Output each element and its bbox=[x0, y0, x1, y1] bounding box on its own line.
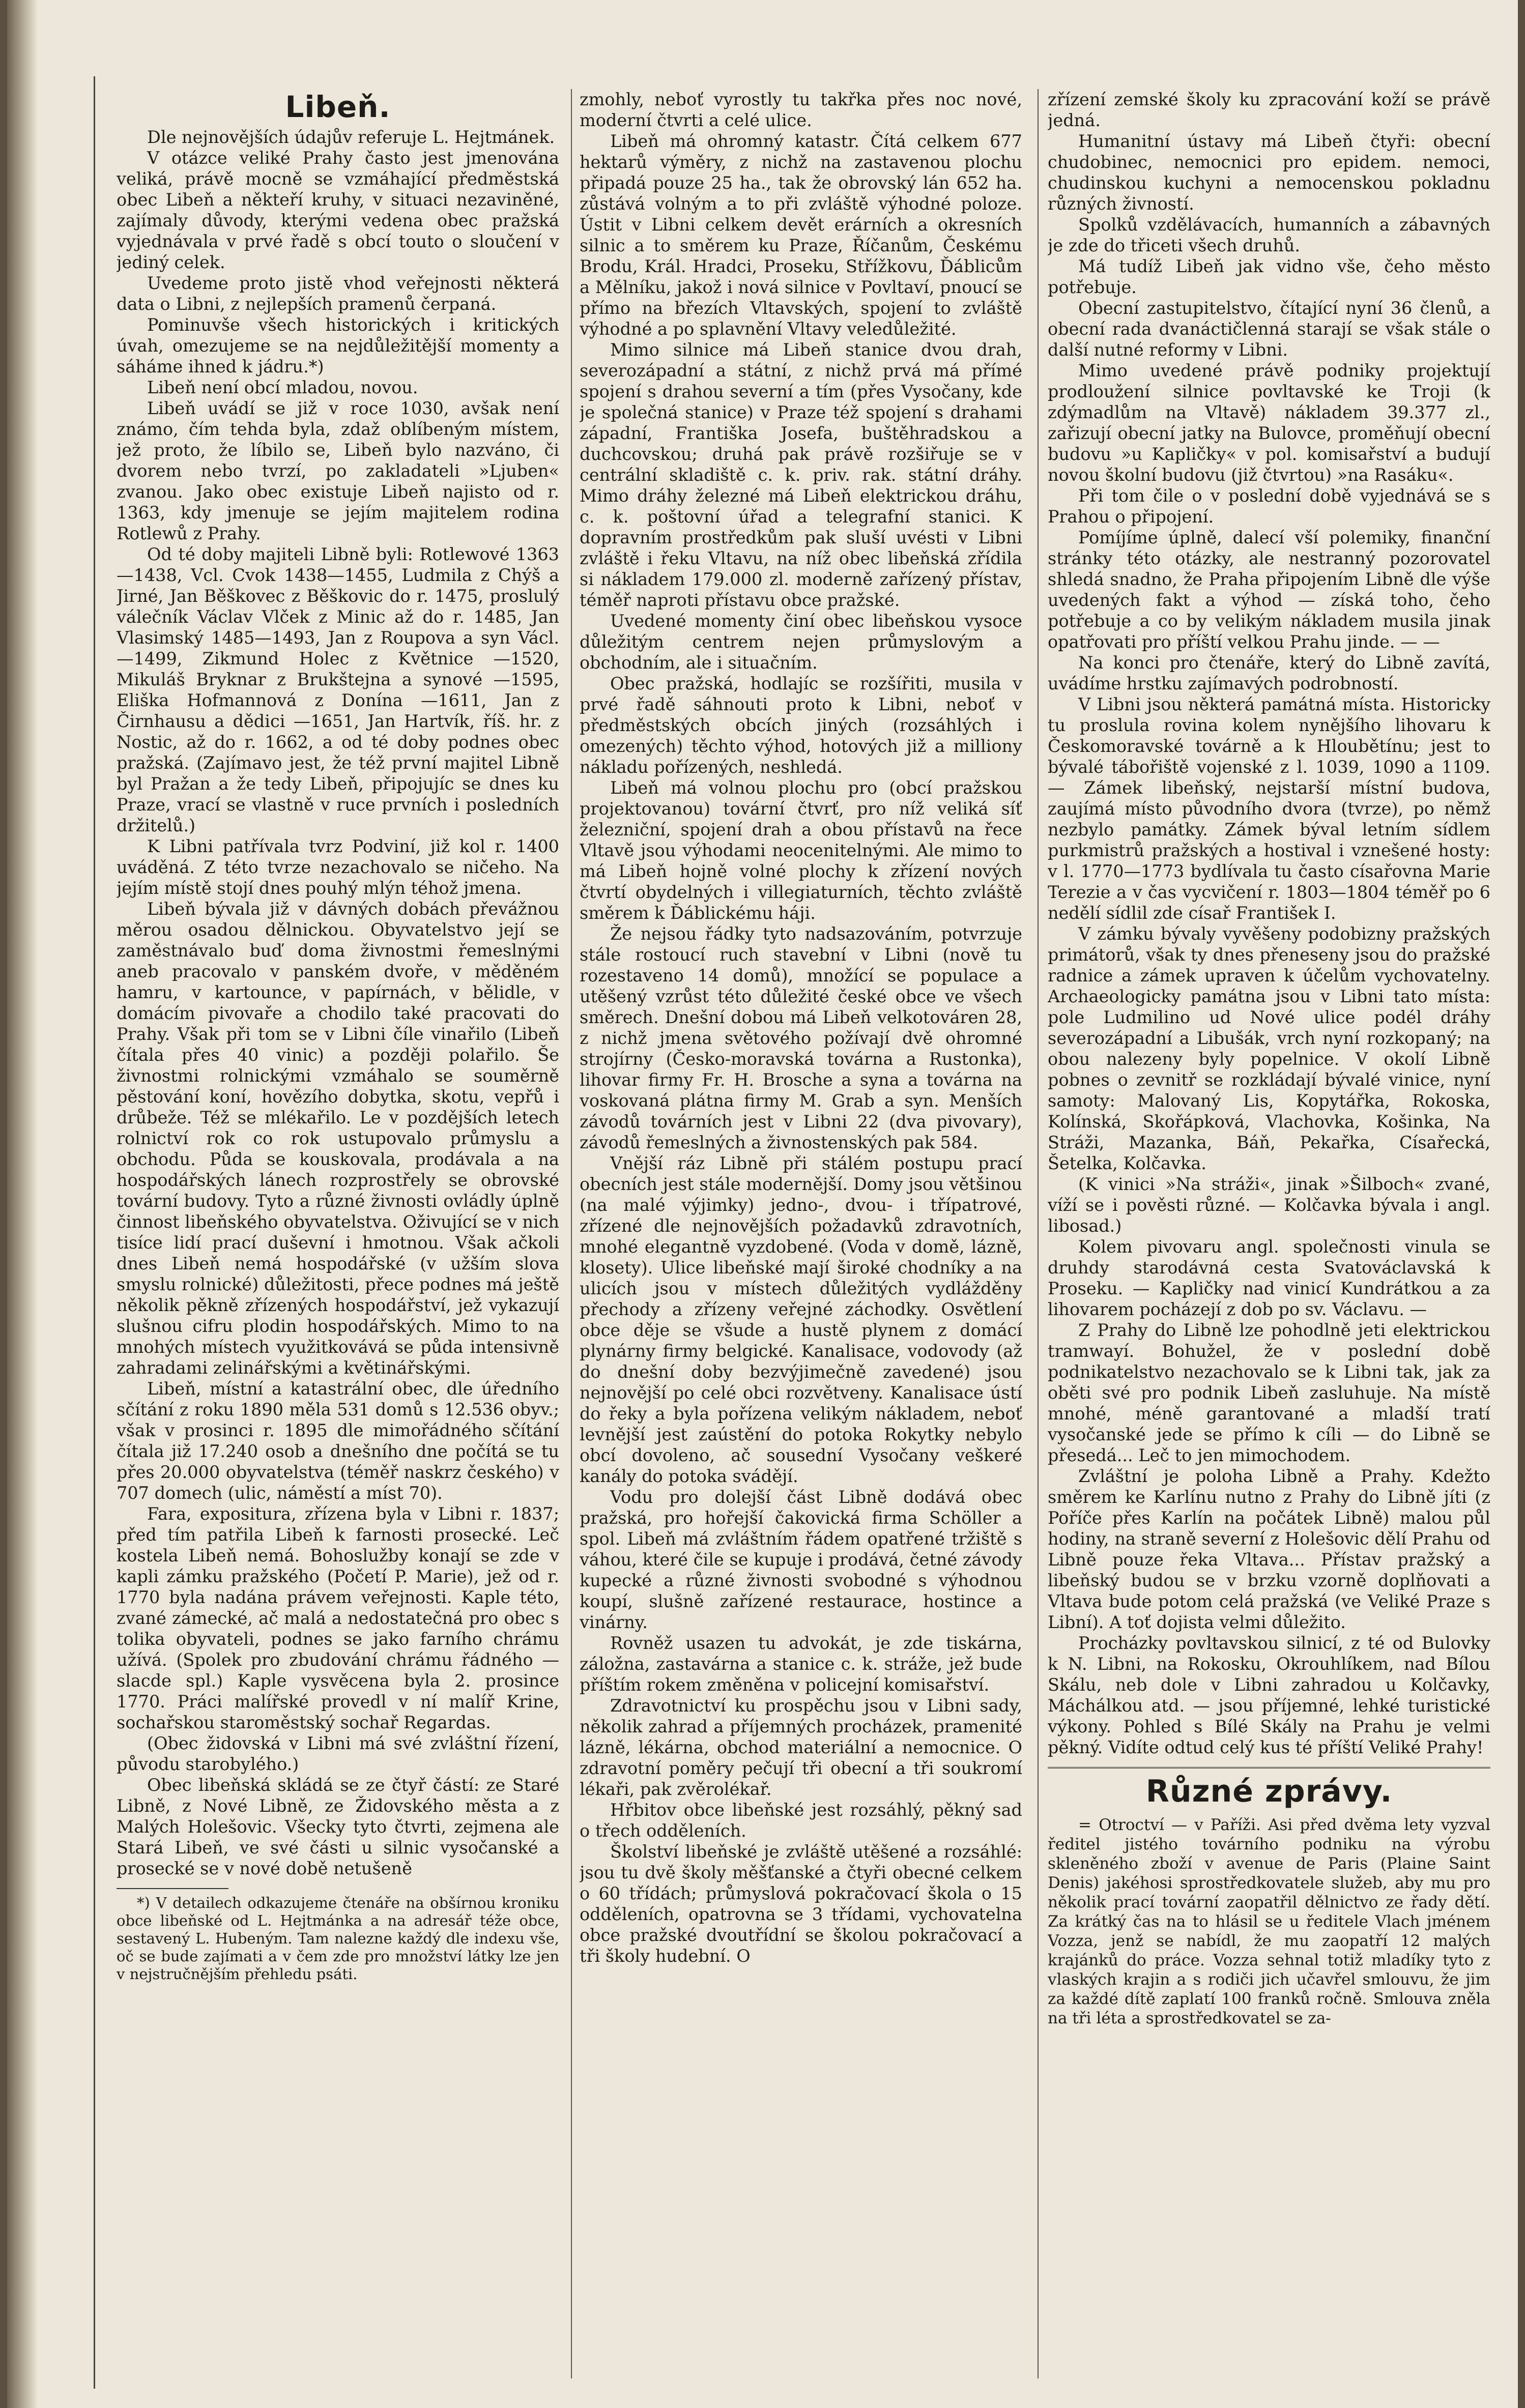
paragraph: Libeň uvádí se již v roce 1030, avšak není známo, čím tehda byla, zdaž oblíbeným místem, jež proto, že líbilo se, Libeň bylo nazváno, či dvorem nebo tvrzí, po zakladateli »Ljuben« zvanou. Jako obec existuje Libeň najisto od r. 1363, kdy jmenuje se jejím majitelem rodina Rotlewů z Prahy. bbox=[117, 398, 559, 543]
paragraph: Libeň, místní a katastrální obec, dle úředního sčítání z roku 1890 měla 531 domů s 12.536 obyv.; však v prosinci r. 1895 dle mimořádného sčítání čítala již 17.240 osob a dnešního dne počítá se tu přes 20.000 obyvatelstva (téměř naskrz českého) v 707 domech (ulic, náměstí a míst 70). bbox=[117, 1379, 559, 1503]
paragraph: V otázce veliké Prahy často jest jmenována veliká, právě mocně se vzmáhající předměstská obec Libeň a někteří kruhy, v situaci nezaviněné, zajímaly důvody, kterými vedena obec pražská vyjednávala v prvé řadě s obcí touto o sloučení v jediný celek. bbox=[117, 148, 559, 272]
paragraph: Libeň má ohromný katastr. Čítá celkem 677 hektarů výměry, z nichž na zastavenou plochu připadá pouze 25 ha., tak že obrovský lán 652 ha. zůstává volným a to při zvláště výhodné poloze. Ústit v Libni celkem devět erárních a okresních silnic a to směrem ku Praze, Říčanům, Českému Brodu, Král. Hradci, Proseku, Střížkovu, Ďáblicům a Mělníku, jakož i nová silnice v Povltaví, pnoucí se přímo na březích Vltavských, spojení to zvláště výhodné a po splavnění Vltavy veledůležité. bbox=[580, 131, 1022, 339]
paragraph: Mimo uvedené právě podniky projektují prodloužení silnice povltavské ke Troji (k zdýmadlům na Vltavě) nákladem 39.377 zl., zařizují obecní jatky na Bulovce, proměňují obecní budovu »u Kapličky« v pol. komisařství a budují novou školní budovu (již čtvrtou) »na Rasáku«. bbox=[1048, 361, 1490, 485]
paragraph: Školství libeňské je zvláště utěšené a rozsáhlé: jsou tu dvě školy měšťanské a čtyři obecné celkem o 60 třídách; průmyslová pokračovací škola o 15 odděleních, opatrovna se 3 třídami, vychovatelna obce pražské dvoutřídní se školou pokračovací a tři školy hudební. O bbox=[580, 1842, 1022, 1966]
paragraph: Fara, expositura, zřízena byla v Libni r. 1837; před tím patřila Libeň k farnosti prosecké. Leč kostela Libeň nemá. Bohoslužby konají se zde v kapli zámku pražského (Početí P. Marie), jež od r. 1770 byla nadána právem veřejnosti. Kaple této, zvané zámecké, ač malá a nedostatečná pro obec s tolika obyvateli, podnes se jako farního chrámu užívá. (Spolek pro zbudování chrámu řádného — slacde spl.) Kaple vysvěcena byla 2. prosince 1770. Práci malířské provedl v ní malíř Krine, sochařskou staroměstský sochař Regardas. bbox=[117, 1504, 559, 1732]
paragraph: Z Prahy do Libně lze pohodlně jeti elektrickou tramwayí. Bohužel, že v poslední době podnikatelstvo nezachovalo se k Libni tak, jak za oběti své pro podnik Libeň zasluhuje. Na místě mnohé, méně garantované a mladší tratí vysočanské jede se přímo k cíli — do Libně se přesedá... Leč to jen mimochodem. bbox=[1048, 1320, 1490, 1465]
paragraph: Libeň bývala již v dávných dobách převážnou měrou osadou dělnickou. Obyvatelstvo její se zaměstnávalo buď doma živnostmi řemeslnými aneb pracovalo v panském dvoře, v měděném hamru, v kartounce, v papírnách, v bělidle, v domácím pivovaře a chodilo také pracovati do Prahy. Však při tom se v Libni číle vinařilo (Libeň čítala přes 40 vinic) a později polařilo. Še živnostmi rolnickými vzmáhalo se souměrně pěstování koní, hovězího dobytka, skotu, vepřů i drůbeže. Též se mlékařilo. Le v pozdějších letech rolnictví rok co rok ustupovalo průmyslu a obchodu. Půda se kouskovala, prodávala a na hospodářských lánech rozprostřely se obrovské tovární budovy. Tyto a různé živnosti ovládly úplně činnost libeňského obyvatelstva. Oživující se v nich tisíce lidí prací duševní i hmotnou. Však ačkoli dnes Libeň nemá hospodářské (v užším slova smyslu rolnické) důležitosti, přece podnes má ještě několik pěkně zřízených hospodářství, jež vykazují slušnou cifru plodin hospodářských. Mimo to na mnohých místech využitkovává se půda intensivně zahradami zelinářskými a květinářskými. bbox=[117, 899, 559, 1378]
paragraph: Uvedené momenty činí obec libeňskou vysoce důležitým centrem nejen průmyslovým a obchodním, ale i situačním. bbox=[580, 611, 1022, 673]
footnote: *) V detailech odkazujeme čtenáře na obšírnou kroniku obce libeňské od L. Hejtmánka a na adresář téže obce, sestavený L. Hubeným. Tam nalezne každý dle indexu vše, oč se bude zajímati a v čem zde pro množství látky lze jen v nejstručnějším přehledu psáti. bbox=[117, 1894, 559, 1983]
paragraph: (K vinici »Na stráži«, jinak »Šilboch« zvané, víží se i pověsti různé. — Kolčavka bývala i angl. libosad.) bbox=[1048, 1174, 1490, 1236]
column-rule bbox=[571, 89, 572, 2378]
paragraph: Libeň má volnou plochu pro (obcí pražskou projektovanou) tovární čtvrť, pro níž veliká síť železniční, spojení drah a obou přístavů na řece Vltavě jsou výhodami neocenitelnými. Ale mimo to má Libeň hojně volné plochy k zřízení nových čtvrtí obydelných i villegiaturních, těchto zvláště směrem k Ďáblickému háji. bbox=[580, 778, 1022, 923]
paragraph: Že nejsou řádky tyto nadsazováním, potvrzuje stále rostoucí ruch stavební v Libni (nově tu rozestaveno 14 domů), množící se populace a utěšený vzrůst této důležité české obce ve všech směrech. Dnešní dobou má Libeň velkotováren 28, z nichž jmena světového požívají dvě ohromné strojírny (Česko-moravská továrna a Rustonka), lihovar firmy Fr. H. Brosche a syna a továrna na voskovaná plátna firmy M. Grab a syn. Menších závodů továrních jest v Libni 22 (dva pivovary), závodů řemeslných a živnostenských pak 584. bbox=[580, 924, 1022, 1152]
paragraph: zmohly, neboť vyrostly tu takřka přes noc nové, moderní čtvrti a celé ulice. bbox=[580, 90, 1022, 130]
paragraph: Zdravotnictví ku prospěchu jsou v Libni sady, několik zahrad a příjemných procházek, pramenité lázně, lékárna, obchod materiální a nemocnice. O zdravotní poměry pečují tři obecní a tři soukromí lékaři, pak zvěrolékař. bbox=[580, 1696, 1022, 1799]
paragraph: Vodu pro dolejší část Libně dodává obec pražská, pro hořejší čakovická firma Schöller a spol. Libeň má zvláštním řádem opatřené tržiště s váhou, které čile se kupuje i prodává, četné závody kupecké a různé živnosti svobodné s výhodnou koupí, slušně zařízené restaurace, hostince a vinárny. bbox=[580, 1487, 1022, 1632]
paragraph: Kolem pivovaru angl. společnosti vinula se druhdy starodávná cesta Svatováclavská k Proseku. — Kapličky nad vinicí Kundrátkou a za lihovarem pocházejí z dob po sv. Václavu. — bbox=[1048, 1237, 1490, 1319]
paragraph: zřízení zemské školy ku zpracování koží se právě jedná. bbox=[1048, 90, 1490, 130]
paragraph: Pominuvše všech historických i kritických úvah, omezujeme se na nejdůležitější momenty a sáháme ihned k jádru.*) bbox=[117, 315, 559, 376]
paragraph: Uvedeme proto jistě vhod veřejnosti některá data o Libni, z nejlepších pramenů čerpaná. bbox=[117, 273, 559, 314]
article-byline: Dle nejnovějších údajův referuje L. Hejtmánek. bbox=[147, 127, 555, 147]
page-binding-shadow bbox=[7, 0, 38, 2408]
paragraph: Při tom čile o v poslední době vyjednává se s Prahou o připojení. bbox=[1048, 486, 1490, 527]
paragraph: K Libni patřívala tvrz Podviní, již kol r. 1400 uváděná. Z této tvrze nezachovalo se ničeho. Na jejím místě stojí dnes pouhý mlýn téhož jmena. bbox=[117, 836, 559, 898]
paragraph: Obec libeňská skládá se ze čtyř částí: ze Staré Libně, z Nové Libně, ze Židovského města a z Malých Holešovic. Všecky tyto čtvrti, zejmena ale Stará Libeň, ve své části u silnic vysočanské a prosecké se v nové době netušeně bbox=[117, 1775, 559, 1878]
paragraph: Humanitní ústavy má Libeň čtyři: obecní chudobinec, nemocnici pro epidem. nemoci, chudinskou kuchyni a nemocenskou pokladnu různých živností. bbox=[1048, 131, 1490, 214]
paragraph: Zvláštní je poloha Libně a Prahy. Kdežto směrem ke Karlínu nutno z Prahy do Libně jíti (z Poříče přes Karlín na počátek Libně) malou půl hodiny, na straně severní z Holešovic dělí Prahu od Libně pouze řeka Vltava... Přístav pražský a libeňský budou se v brzku vzorně doplňovati a Vltava bude potom celá pražská (ve Veliké Praze s Libní). A toť dojista velmi důležito. bbox=[1048, 1466, 1490, 1632]
paragraph: Libeň není obcí mladou, novou. bbox=[147, 378, 418, 397]
paragraph: Od té doby majiteli Libně byli: Rotlewové 1363—1438, Vcl. Cvok 1438—1455, Ludmila z Chýš a Jirné, Jan Běškovec z Běškovic do r. 1475, proslulý válečník Václav Vlček z Minic až do r. 1485, Jan Vlasimský 1485—1493, Jan z Roupova a syn Václ. —1499, Zikmund Holec z Květnice —1520, Mikuláš Bryknar z Brukštejna a synové —1595, Eliška Hofmannová z Donína —1611, Jan z Čirnhausu a dědici —1651, Jan Hartvík, říš. hr. z Nostic, až do r. 1662, a od té doby podnes obec pražská. (Zajímavo jest, že též první majitel Libně byl Pražan a že tedy Libeň, připojujíc se dnes ku Praze, vrací se vlastně v ruce prvních i posledních držitelů.) bbox=[117, 544, 559, 835]
paragraph: Rovněž usazen tu advokát, je zde tiskárna, záložna, zastavárna a stanice c. k. stráže, jež bude příštím rokem změněna v policejní komisařství. bbox=[580, 1633, 1022, 1695]
newspaper-page bbox=[7, 0, 1518, 2408]
paragraph: Obec pražská, hodlajíc se rozšířiti, musila v prvé řadě sáhnouti proto k Libni, neboť v předměstských obcích jiných (rozsáhlých i omezených) těchto výhod, hotových již a milliony nákladu pořízených, neshledá. bbox=[580, 674, 1022, 777]
paragraph: Hřbitov obce libeňské jest rozsáhlý, pěkný sad o třech odděleních. bbox=[580, 1800, 1022, 1841]
paragraph: Na konci pro čtenáře, který do Libně zavítá, uvádíme hrstku zajímavých podrobností. bbox=[1048, 653, 1490, 693]
paragraph: Vnější ráz Libně při stálém postupu prací obecních jest stále modernější. Domy jsou většinou (na malé výjimky) jedno-, dvou- i třípatrové, zřízené dle nejnovějších požadavků zdravotních, mnohé elegantně vyzdobené. (Voda v domě, lázně, klosety). Ulice libeňské mají široké chodníky a na ulicích jsou v místech důležitých vydlážděny přechody a zřízeny veřejné záchodky. Osvětlení obce děje se všude a hustě plynem z domácí plynárny firmy belgické. Kanalisace, vodovody (až do dnešní doby bezvýjimečně zavedené) jsou nejnovější po celé obci rozvětveny. Kanalisace ústí do řeky a byla pořízena velikým nákladem, neboť levnější jest zaústění do potoka Rokytky nebylo obcí dovoleno, ač sousední Vysočany veškeré kanály do potoka svádějí. bbox=[580, 1153, 1022, 1486]
paragraph: (Obec židovská v Libni má své zvláštní řízení, původu starobylého.) bbox=[117, 1733, 559, 1774]
section-title: Různé zprávy. bbox=[1048, 1767, 1490, 1810]
paragraph: Obecní zastupitelstvo, čítající nyní 36 členů, a obecní rada dvanáctičlenná starají se však stále o další nutné reformy v Libni. bbox=[1048, 298, 1490, 360]
paragraph: Spolků vzdělávacích, humanních a zábavných je zde do třiceti všech druhů. bbox=[1048, 215, 1490, 255]
paragraph: Mimo silnice má Libeň stanice dvou drah, severozápadní a státní, z nichž prvá má přímé spojení s drahou severní a tím (přes Vysočany, kde je společná stanice) v Praze též spojení s drahami západní, Františka Josefa, buštěhradskou a duchcovskou; druhá pak právě rozšiřuje se v centrální skladiště c. k. priv. rak. státní dráhy. Mimo dráhy železné má Libeň elektrickou dráhu, c. k. poštovní úřad a telegrafní stanici. K dopravním prostředkům pak sluší uvésti v Libni zvláště i řeku Vltavu, na níž obec libeňská zřídila si nákladem 179.000 zl. moderně zařízený přístav, téměř naproti přístavu obce pražské. bbox=[580, 340, 1022, 610]
paragraph: Pomíjíme úplně, dalecí vší polemiky, finanční stránky této otázky, ale nestranný pozorovatel shledá snadno, že Praha připojením Libně dle výše uvedených fakt a výhod — získá toho, čeho potřebuje a co by velikým nákladem musila jinak opatřovati pro příští velkou Prahu jinde. — — bbox=[1048, 528, 1490, 652]
column-3 bbox=[1048, 89, 1490, 2378]
paragraph: Procházky povltavskou silnicí, z té od Bulovky k N. Libni, na Rokosku, Okrouhlíkem, nad Bílou Skálu, neb dole v Libni zahradou u Kolčavky, Máchálkou atd. — jsou příjemné, lehké turistické výkony. Pohled s Bílé Skály na Prahu je velmi pěkný. Vidíte odtud celý kus té příští Veliké Prahy! bbox=[1048, 1633, 1490, 1757]
news-item: = Otroctví — v Paříži. Asi před dvěma lety vyzval ředitel jistého továrního podniku na výrobu skleněného zboží v avenue de Paris (Plaine Saint Denis) jakéhosi sprostředkovatele služeb, aby mu pro několik prací tovární zaopatřil dělnictvo ze řady dětí. Za krátký čas na to hlásil se u ředitele Vlach jménem Vozza, jenž se nabídl, že mu zaopatří 12 malých krajánků do práce. Vozza sehnal totiž mladíky tyto z vlaských krajin a s rodiči jich učavřel smlouvu, že jim za každé dítě zaplatí 100 franků ročně. Smlouva zněla na tři léta a sprostředkovatel se za- bbox=[1048, 1816, 1490, 2027]
article-title: Libeň. bbox=[285, 90, 391, 124]
column-rule bbox=[1038, 89, 1039, 2378]
paragraph: V zámku bývaly vyvěšeny podobizny pražských primátorů, však ty dnes přeneseny jsou do pražské radnice a zámek upraven k účelům vychovatelny. Archaeologicky památna jsou v Libni tato místa: pole Ludmilino ud Nové ulice podél dráhy severozápadní a Libušák, vrch nyní rozkopaný; na obou nalezeny byly popelnice. V okolí Libně pobnes o zevnitř se rozkládají bývalé vinice, nyní samoty: Malovaný Lis, Kopytářka, Rokoska, Kolínská, Skořápková, Vlachovka, Košinka, Na Stráži, Mazanka, Báň, Pekařka, Císařecká, Šetelka, Kolčavka. bbox=[1048, 924, 1490, 1173]
paragraph: Má tudíž Libeň jak vidno vše, čeho město potřebuje. bbox=[1048, 256, 1490, 297]
column-2 bbox=[580, 89, 1022, 2378]
paragraph: V Libni jsou některá památná místa. Historicky tu proslula rovina kolem nynějšího lihovaru k Českomoravské továrně a k Hloubětínu; jest to bývalé tábořiště vojenské z l. 1039, 1090 a 1109. — Zámek libeňský, nejstarší místní budova, zaujímá místo původního dvora (tvrze), po němž nezbylo památky. Zámek býval letním sídlem purkmistrů pražských a hostival i vznešené hosty: v l. 1770—1773 bydlívala tu často císařovna Marie Terezie a v čas vycvičení r. 1803—1804 téměř po 6 nedělí sídlil zde císař František I. bbox=[1048, 694, 1490, 923]
footnote-rule bbox=[117, 1888, 228, 1889]
column-1 bbox=[117, 89, 559, 2378]
